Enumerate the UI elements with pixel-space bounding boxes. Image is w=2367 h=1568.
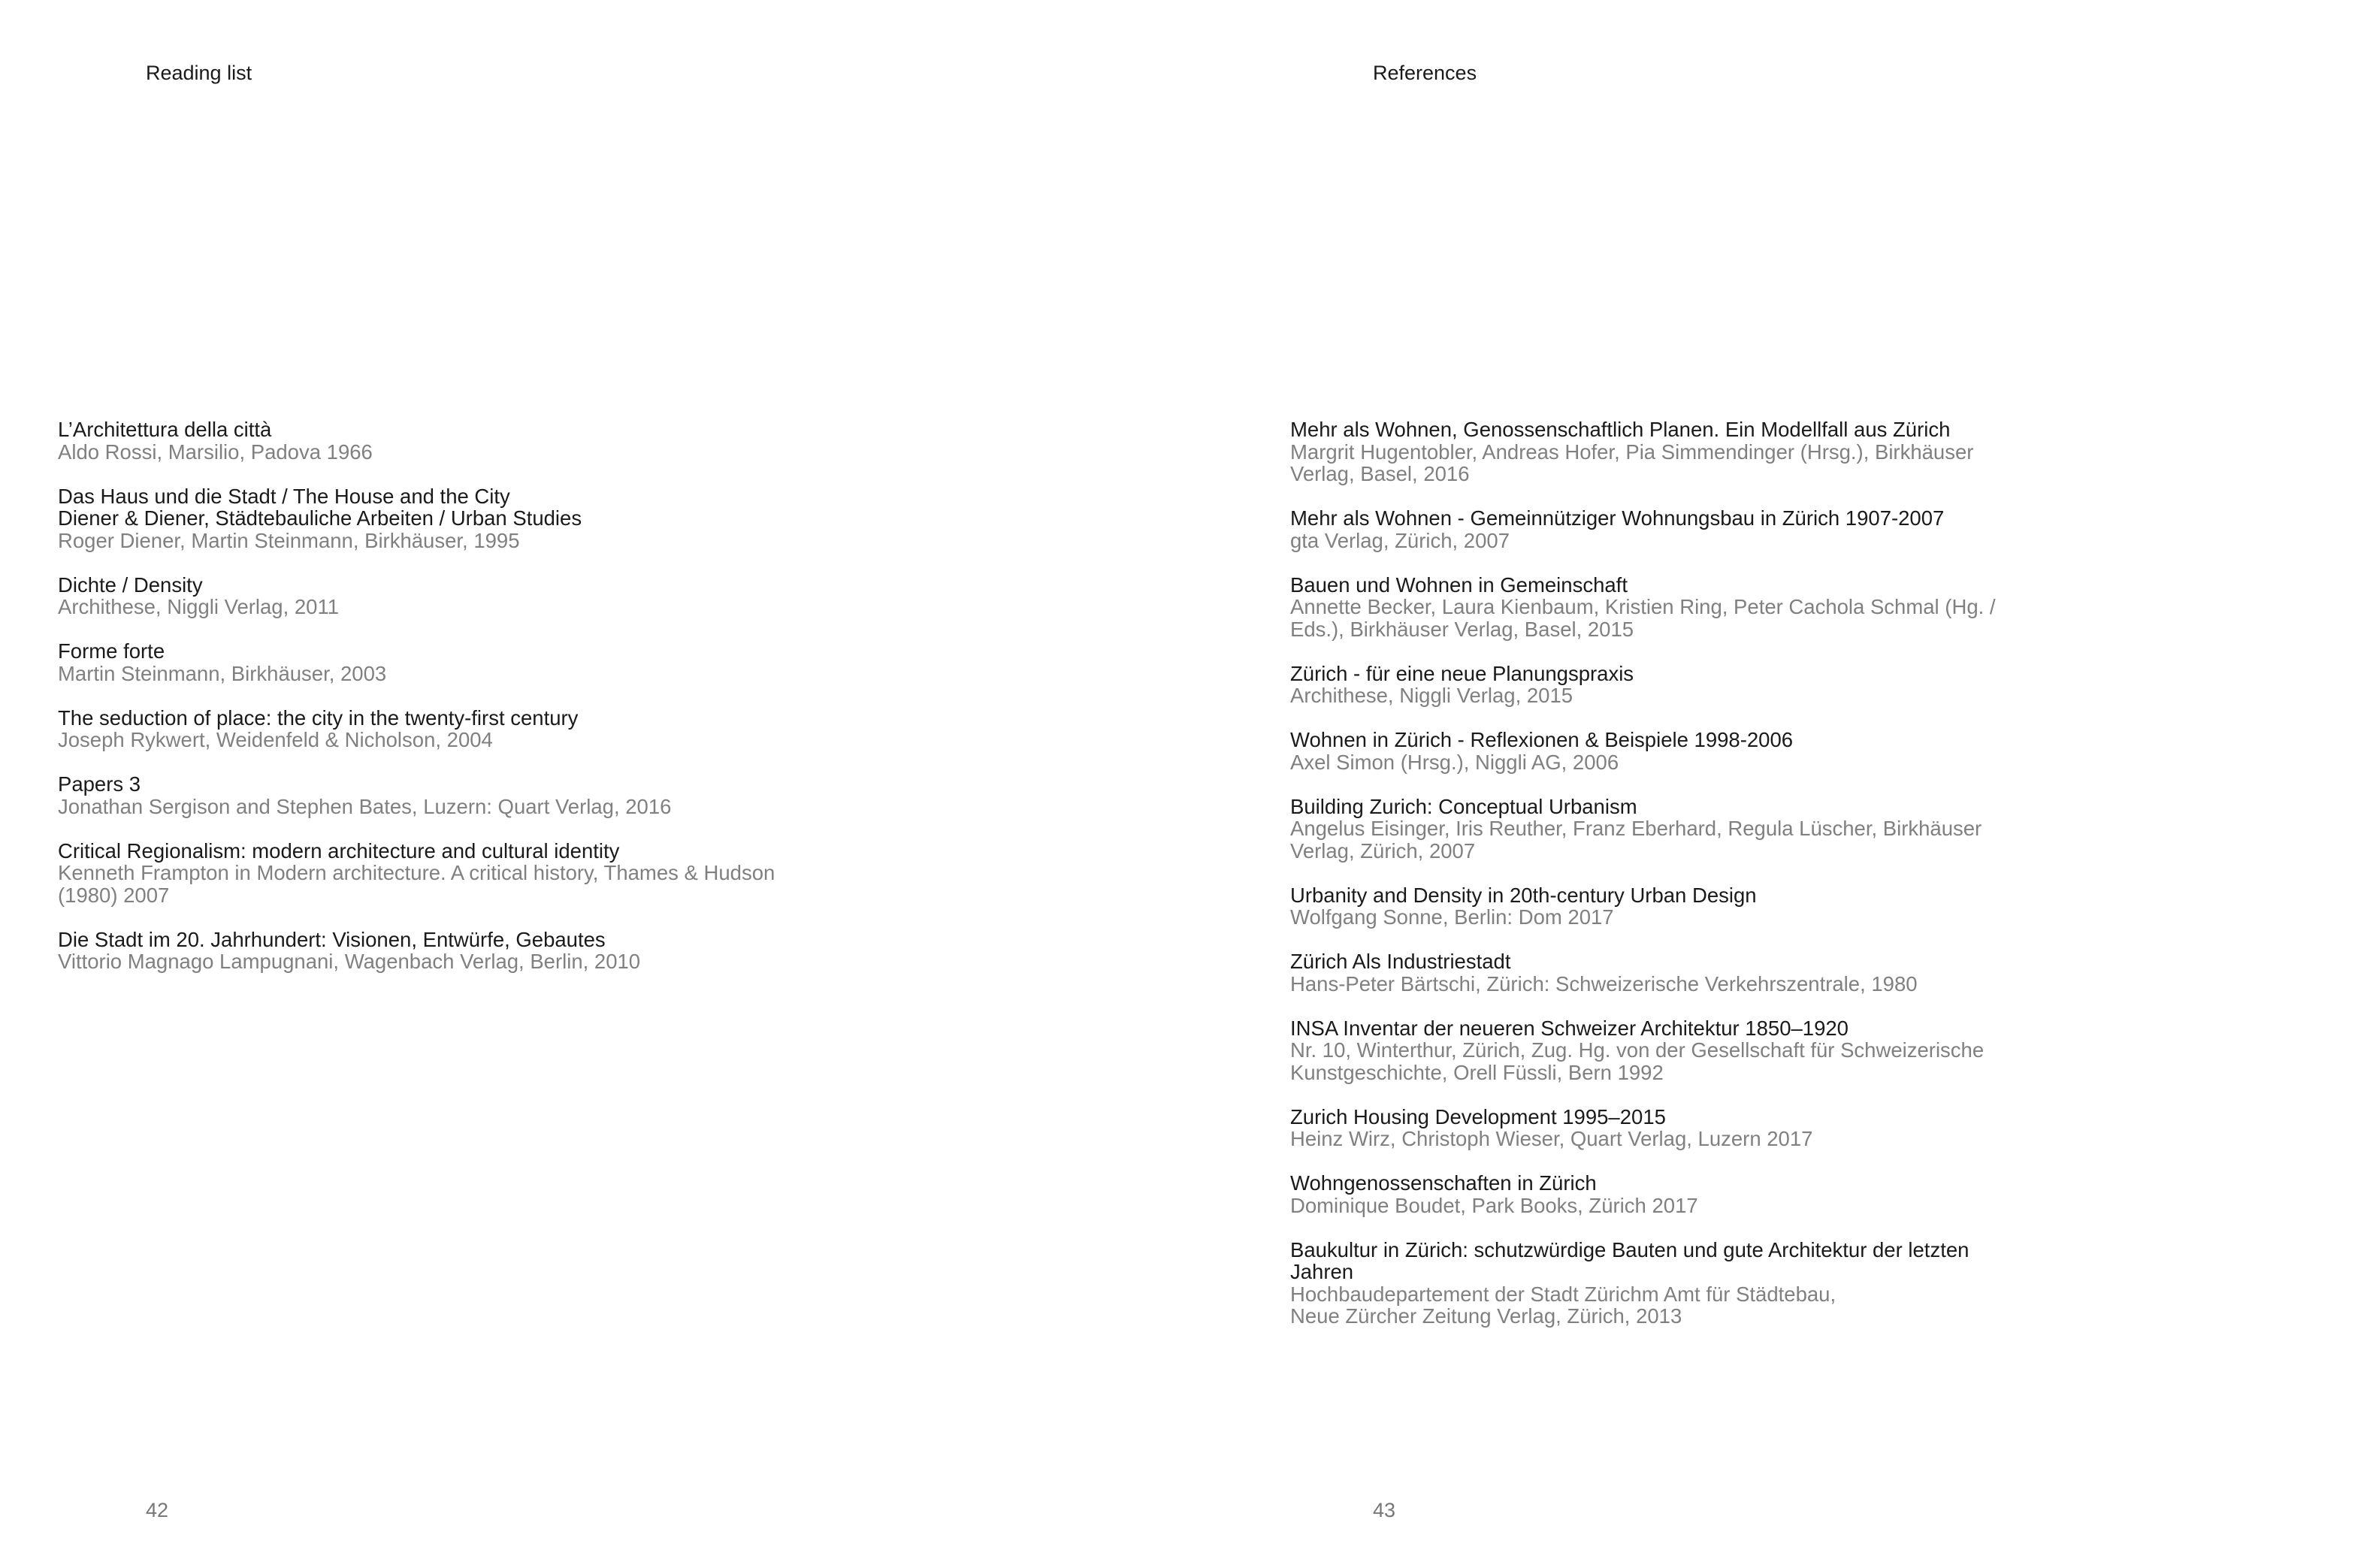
entry-detail: Annette Becker, Laura Kienbaum, Kristien Ring, Peter Cachola Schmal (Hg. / Eds.), Birkhäuser Verlag, Basel, 2015 xyxy=(1290,595,1996,641)
entry-title: Wohnen in Zürich - Reflexionen & Beispiele 1998-2006 xyxy=(1290,728,1794,751)
entry-title: Bauen und Wohnen in Gemeinschaft xyxy=(1290,573,1628,597)
entry-detail: Martin Steinmann, Birkhäuser, 2003 xyxy=(58,661,387,685)
entry-title: Die Stadt im 20. Jahrhundert: Visionen, Entwürfe, Gebautes xyxy=(58,927,606,951)
entry-title: INSA Inventar der neueren Schweizer Architektur 1850–1920 xyxy=(1290,1016,1849,1040)
list-item xyxy=(58,929,809,973)
list-item xyxy=(1290,950,2012,995)
list-item xyxy=(58,574,809,618)
list-item xyxy=(1290,507,2012,551)
list-item xyxy=(1290,1172,2012,1216)
entry-title: Wohngenossenschaften in Zürich xyxy=(1290,1171,1597,1195)
list-item xyxy=(1290,796,2012,863)
list-item xyxy=(1290,884,2012,929)
entry-detail: gta Verlag, Zürich, 2007 xyxy=(1290,528,1510,552)
page-number: 43 xyxy=(1373,1499,1396,1521)
entry-title: Zürich Als Industriestadt xyxy=(1290,950,1511,973)
entry-title: L’Architettura della città xyxy=(58,418,272,441)
entry-detail: Hans-Peter Bärtschi, Zürich: Schweizerische Verkehrszentrale, 1980 xyxy=(1290,971,1918,995)
entry-detail: Hochbaudepartement der Stadt Zürichm Amt für Städtebau, Neue Zürcher Zeitung Verlag, Zürich, 2013 xyxy=(1290,1282,1836,1328)
list-item xyxy=(1290,418,2012,485)
entry-title: Forme forte xyxy=(58,639,165,663)
running-head: References xyxy=(1373,62,1477,84)
entry-title: Building Zurich: Conceptual Urbanism xyxy=(1290,794,1637,818)
entry-title: Baukultur in Zürich: schutzwürdige Bauten und gute Architektur der letzten Jahren xyxy=(1290,1237,1969,1283)
list-item xyxy=(1290,1239,2012,1328)
running-head: Reading list xyxy=(146,62,252,84)
entry-detail: Joseph Rykwert, Weidenfeld & Nicholson, 2004 xyxy=(58,728,493,751)
entry-detail: Jonathan Sergison and Stephen Bates, Luzern: Quart Verlag, 2016 xyxy=(58,794,672,818)
references-list xyxy=(1290,418,2012,1349)
entry-title: Dichte / Density xyxy=(58,573,203,597)
entry-detail: Margrit Hugentobler, Andreas Hofer, Pia Simmendinger (Hrsg.), Birkhäuser Verlag, Basel, 2016 xyxy=(1290,440,1974,485)
right-page xyxy=(1184,0,2367,1568)
list-item xyxy=(58,418,809,463)
entry-title: Urbanity and Density in 20th-century Urban Design xyxy=(1290,883,1757,907)
entry-detail: Aldo Rossi, Marsilio, Padova 1966 xyxy=(58,440,373,464)
entry-detail: Archithese, Niggli Verlag, 2011 xyxy=(58,595,340,618)
reading-list xyxy=(58,418,809,995)
list-item xyxy=(1290,729,2012,773)
entry-detail: Nr. 10, Winterthur, Zürich, Zug. Hg. von der Gesellschaft für Schweizerische Kunstgeschichte, Orell Füssli, Bern 1992 xyxy=(1290,1038,1985,1084)
entry-detail: Kenneth Frampton in Modern architecture. A critical history, Thames & Hudson (1980) 2007 xyxy=(58,861,775,907)
list-item xyxy=(58,773,809,817)
list-item xyxy=(1290,1106,2012,1150)
entry-title: Mehr als Wohnen, Genossenschaftlich Planen. Ein Modellfall aus Zürich xyxy=(1290,418,1951,441)
list-item xyxy=(58,707,809,751)
list-item xyxy=(58,640,809,684)
entry-title: Critical Regionalism: modern architecture and cultural identity xyxy=(58,838,620,863)
entry-detail: Vittorio Magnago Lampugnani, Wagenbach Verlag, Berlin, 2010 xyxy=(58,950,641,973)
entry-title: Zurich Housing Development 1995–2015 xyxy=(1290,1104,1666,1128)
list-item xyxy=(58,840,809,907)
list-item xyxy=(58,485,809,552)
entry-detail: Heinz Wirz, Christoph Wieser, Quart Verlag, Luzern 2017 xyxy=(1290,1127,1813,1150)
entry-title: Mehr als Wohnen - Gemeinnütziger Wohnungsbau in Zürich 1907-2007 xyxy=(1290,506,1945,530)
entry-title: Papers 3 xyxy=(58,772,141,796)
entry-title: Zürich - für eine neue Planungspraxis xyxy=(1290,661,1634,685)
entry-detail: Dominique Boudet, Park Books, Zürich 2017 xyxy=(1290,1193,1698,1217)
entry-detail: Wolfgang Sonne, Berlin: Dom 2017 xyxy=(1290,905,1614,929)
entry-detail: Roger Diener, Martin Steinmann, Birkhäuser, 1995 xyxy=(58,528,520,552)
page-number: 42 xyxy=(146,1499,169,1521)
list-item xyxy=(1290,1017,2012,1084)
entry-detail: Archithese, Niggli Verlag, 2015 xyxy=(1290,684,1573,707)
list-item xyxy=(1290,663,2012,707)
list-item xyxy=(1290,574,2012,641)
entry-detail: Angelus Eisinger, Iris Reuther, Franz Eberhard, Regula Lüscher, Birkhäuser Verlag, Zürich, 2007 xyxy=(1290,817,1982,863)
entry-title: The seduction of place: the city in the twenty-first century xyxy=(58,705,579,730)
entry-detail: Axel Simon (Hrsg.), Niggli AG, 2006 xyxy=(1290,750,1619,774)
entry-title: Das Haus und die Stadt / The House and the City Diener & Diener, Städtebauliche Arbeiten / Urban Studies xyxy=(58,484,582,530)
